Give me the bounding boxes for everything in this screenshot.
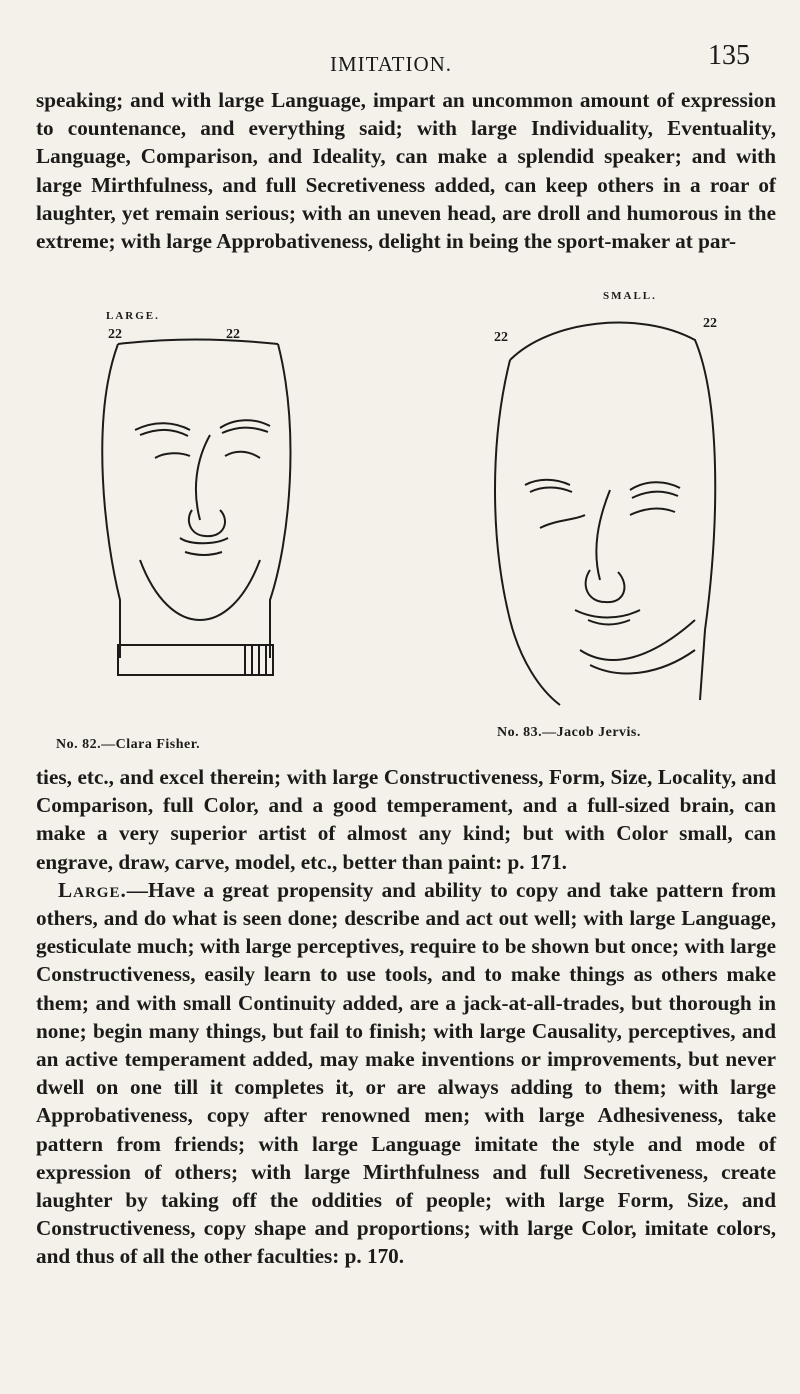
figure-number-left: 22 (108, 327, 122, 342)
head-profile-large-illustration (100, 340, 290, 680)
figure-number-right: 22 (226, 327, 240, 342)
figure-label-large: LARGE. (106, 310, 160, 322)
bottom-paragraph-2 (36, 876, 776, 1271)
figure-number-left-small: 22 (494, 330, 508, 345)
head-profile-small-illustration (480, 320, 720, 710)
figure-number-right-small: 22 (703, 316, 717, 331)
running-head (0, 40, 800, 80)
paragraph-lead-large: Large. (58, 877, 127, 902)
bottom-paragraph-1: ties, etc., and excel therein; with large Constructiveness, Form, Size, Locality, and Comparison, full Color, and a good temperament, and a full-sized brain, can make a very superior artist of almost any kind; but with Color small, can engrave, draw, carve, model, etc., better than paint: p. 171. (36, 765, 776, 874)
figure-caption-small: No. 83.—Jacob Jervis. (497, 725, 641, 740)
figure-label-small: SMALL. (603, 290, 657, 302)
bottom-text (36, 763, 776, 1271)
top-paragraph: speaking; and with large Language, impart an uncommon amount of expression to countenance, and everything said; with large Individuality, Eventuality, Language, Comparison, and Ideality, can make a splendid speaker; and with large Mirthfulness, and full Secretiveness added, can keep others in a roar of laughter, yet remain serious; with an uneven head, are droll and humorous in the extreme; with large Approbativeness, delight in being the sport-maker at par- (36, 88, 776, 254)
running-title: IMITATION. (330, 52, 453, 76)
bottom-paragraph-2-text: —Have a great propensity and ability to copy and take pattern from others, and do what is seen done; describe and act out well; with large Language, gesticulate much; with large perceptives, require to be shown but once; with large Constructiveness, easily learn to use tools, and to make things as others make them; and with small Continuity added, are a jack-at-all-trades, but thorough in none; begin many things, but fail to finish; with large Causality, perceptives, and an active temperament added, may make inventions or improvements, but never dwell on one till it completes it, or are always adding to them; with large Approbativeness, copy after renowned men; with large Adhesiveness, take pattern from friends; with large Language imitate the style and mode of expression of others; with large Mirthfulness and full Secretiveness, create laughter by taking off the oddities of people; with large Form, Size, and Constructiveness, copy shape and proportions; with large Color, imitate colors, and thus of all the other faculties: p. 170. (36, 877, 776, 1269)
figure-caption-large: No. 82.—Clara Fisher. (56, 737, 201, 752)
page-number: 135 (708, 40, 750, 71)
